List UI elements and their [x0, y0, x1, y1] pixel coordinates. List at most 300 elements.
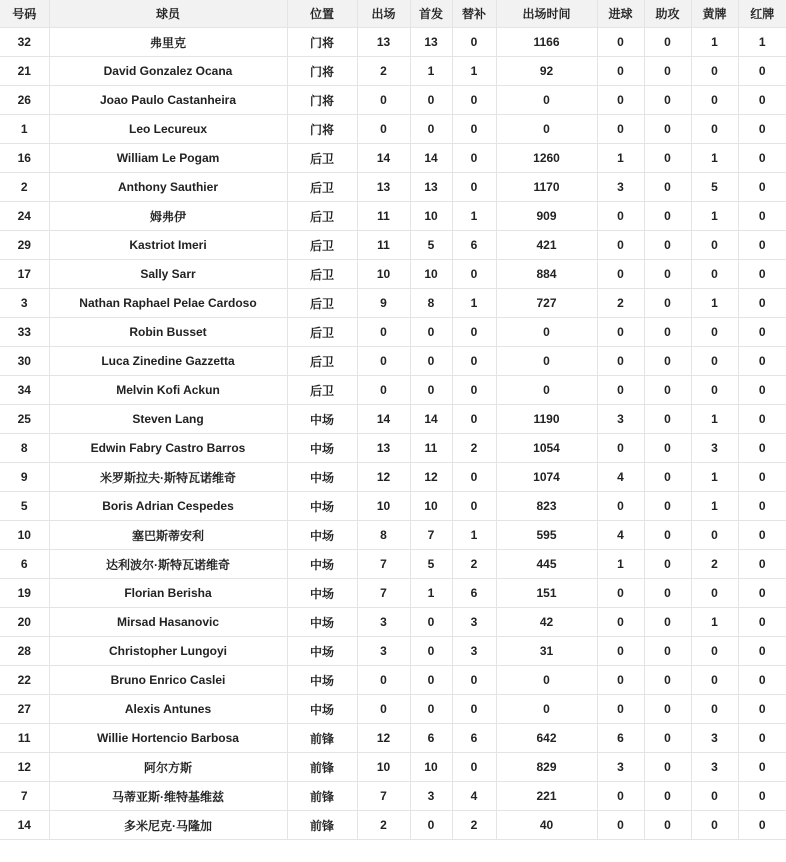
cell-appearances: 8: [357, 521, 410, 550]
cell-red-cards: 0: [738, 811, 786, 840]
cell-substitute: 1: [452, 57, 496, 86]
table-row: [0, 405, 786, 434]
cell-starts: 8: [410, 289, 452, 318]
cell-substitute: 0: [452, 144, 496, 173]
cell-red-cards: 0: [738, 86, 786, 115]
cell-yellow-cards: 0: [691, 782, 738, 811]
cell-number: 7: [0, 782, 49, 811]
cell-player: Sally Sarr: [49, 260, 287, 289]
cell-number: 17: [0, 260, 49, 289]
cell-position: 后卫: [287, 376, 357, 405]
table-row: [0, 666, 786, 695]
table-header: [0, 0, 786, 28]
column-header-starts: 首发: [410, 0, 452, 28]
cell-appearances: 7: [357, 579, 410, 608]
cell-red-cards: 0: [738, 463, 786, 492]
cell-appearances: 0: [357, 347, 410, 376]
cell-position: 中场: [287, 521, 357, 550]
table-row: [0, 608, 786, 637]
cell-goals: 0: [597, 666, 644, 695]
table-row: [0, 376, 786, 405]
cell-red-cards: 0: [738, 434, 786, 463]
cell-yellow-cards: 0: [691, 666, 738, 695]
cell-number: 16: [0, 144, 49, 173]
column-header-number: 号码: [0, 0, 49, 28]
cell-minutes: 0: [496, 666, 597, 695]
cell-substitute: 6: [452, 231, 496, 260]
cell-substitute: 6: [452, 724, 496, 753]
cell-substitute: 4: [452, 782, 496, 811]
cell-red-cards: 0: [738, 57, 786, 86]
cell-assists: 0: [644, 463, 691, 492]
cell-goals: 2: [597, 289, 644, 318]
cell-goals: 1: [597, 144, 644, 173]
cell-yellow-cards: 0: [691, 695, 738, 724]
cell-assists: 0: [644, 637, 691, 666]
cell-assists: 0: [644, 347, 691, 376]
cell-red-cards: 0: [738, 579, 786, 608]
cell-substitute: 1: [452, 521, 496, 550]
table-body: [0, 28, 786, 840]
cell-minutes: 92: [496, 57, 597, 86]
cell-minutes: 1166: [496, 28, 597, 57]
cell-assists: 0: [644, 289, 691, 318]
cell-starts: 0: [410, 347, 452, 376]
cell-minutes: 1190: [496, 405, 597, 434]
cell-position: 前锋: [287, 811, 357, 840]
cell-player: 塞巴斯蒂安利: [49, 521, 287, 550]
cell-player: Mirsad Hasanovic: [49, 608, 287, 637]
cell-assists: 0: [644, 405, 691, 434]
cell-assists: 0: [644, 550, 691, 579]
cell-red-cards: 0: [738, 289, 786, 318]
cell-number: 33: [0, 318, 49, 347]
cell-substitute: 3: [452, 608, 496, 637]
cell-appearances: 0: [357, 376, 410, 405]
cell-red-cards: 0: [738, 318, 786, 347]
table-row: [0, 231, 786, 260]
column-header-red-cards: 红牌: [738, 0, 786, 28]
cell-position: 中场: [287, 637, 357, 666]
cell-substitute: 0: [452, 28, 496, 57]
column-header-substitute: 替补: [452, 0, 496, 28]
cell-yellow-cards: 1: [691, 463, 738, 492]
cell-substitute: 0: [452, 666, 496, 695]
cell-goals: 0: [597, 608, 644, 637]
cell-starts: 13: [410, 28, 452, 57]
cell-assists: 0: [644, 666, 691, 695]
cell-goals: 1: [597, 550, 644, 579]
cell-red-cards: 0: [738, 637, 786, 666]
cell-position: 后卫: [287, 202, 357, 231]
cell-position: 前锋: [287, 724, 357, 753]
cell-appearances: 3: [357, 608, 410, 637]
cell-red-cards: 0: [738, 202, 786, 231]
cell-position: 后卫: [287, 144, 357, 173]
cell-position: 中场: [287, 405, 357, 434]
cell-substitute: 0: [452, 695, 496, 724]
cell-yellow-cards: 1: [691, 405, 738, 434]
cell-starts: 1: [410, 579, 452, 608]
cell-minutes: 909: [496, 202, 597, 231]
cell-substitute: 0: [452, 405, 496, 434]
table-row: [0, 289, 786, 318]
cell-position: 中场: [287, 463, 357, 492]
cell-player: Luca Zinedine Gazzetta: [49, 347, 287, 376]
cell-substitute: 3: [452, 637, 496, 666]
cell-assists: 0: [644, 579, 691, 608]
cell-minutes: 0: [496, 347, 597, 376]
table-row: [0, 724, 786, 753]
cell-goals: 0: [597, 782, 644, 811]
cell-red-cards: 0: [738, 492, 786, 521]
cell-player: Willie Hortencio Barbosa: [49, 724, 287, 753]
cell-substitute: 0: [452, 376, 496, 405]
cell-appearances: 14: [357, 405, 410, 434]
cell-red-cards: 0: [738, 782, 786, 811]
cell-appearances: 2: [357, 57, 410, 86]
cell-goals: 0: [597, 695, 644, 724]
cell-appearances: 12: [357, 724, 410, 753]
cell-appearances: 13: [357, 434, 410, 463]
cell-minutes: 1170: [496, 173, 597, 202]
cell-assists: 0: [644, 492, 691, 521]
cell-goals: 0: [597, 376, 644, 405]
cell-minutes: 0: [496, 376, 597, 405]
cell-starts: 0: [410, 695, 452, 724]
cell-minutes: 642: [496, 724, 597, 753]
table-row: [0, 173, 786, 202]
cell-goals: 3: [597, 405, 644, 434]
cell-position: 后卫: [287, 347, 357, 376]
cell-appearances: 14: [357, 144, 410, 173]
cell-player: Robin Busset: [49, 318, 287, 347]
cell-starts: 10: [410, 202, 452, 231]
cell-starts: 0: [410, 115, 452, 144]
cell-minutes: 221: [496, 782, 597, 811]
cell-appearances: 10: [357, 492, 410, 521]
cell-yellow-cards: 1: [691, 289, 738, 318]
cell-starts: 3: [410, 782, 452, 811]
table-row: [0, 550, 786, 579]
cell-starts: 13: [410, 173, 452, 202]
cell-position: 后卫: [287, 173, 357, 202]
cell-player: 多米尼克·马隆加: [49, 811, 287, 840]
cell-goals: 0: [597, 492, 644, 521]
table-row: [0, 811, 786, 840]
cell-position: 后卫: [287, 289, 357, 318]
cell-substitute: 6: [452, 579, 496, 608]
cell-assists: 0: [644, 57, 691, 86]
cell-red-cards: 0: [738, 115, 786, 144]
cell-assists: 0: [644, 231, 691, 260]
cell-red-cards: 0: [738, 521, 786, 550]
cell-red-cards: 0: [738, 173, 786, 202]
cell-red-cards: 1: [738, 28, 786, 57]
cell-red-cards: 0: [738, 666, 786, 695]
table-row: [0, 753, 786, 782]
column-header-player: 球员: [49, 0, 287, 28]
table-row: [0, 637, 786, 666]
cell-yellow-cards: 0: [691, 318, 738, 347]
cell-player: 马蒂亚斯·维特基维兹: [49, 782, 287, 811]
cell-yellow-cards: 1: [691, 202, 738, 231]
cell-number: 27: [0, 695, 49, 724]
cell-assists: 0: [644, 753, 691, 782]
cell-minutes: 884: [496, 260, 597, 289]
cell-player: Boris Adrian Cespedes: [49, 492, 287, 521]
cell-goals: 4: [597, 463, 644, 492]
cell-substitute: 0: [452, 753, 496, 782]
cell-minutes: 0: [496, 86, 597, 115]
cell-starts: 10: [410, 753, 452, 782]
cell-number: 24: [0, 202, 49, 231]
cell-player: 米罗斯拉夫·斯特瓦诺维奇: [49, 463, 287, 492]
cell-position: 后卫: [287, 231, 357, 260]
cell-number: 22: [0, 666, 49, 695]
cell-yellow-cards: 5: [691, 173, 738, 202]
cell-starts: 11: [410, 434, 452, 463]
cell-number: 20: [0, 608, 49, 637]
cell-yellow-cards: 0: [691, 347, 738, 376]
cell-starts: 7: [410, 521, 452, 550]
column-header-appearances: 出场: [357, 0, 410, 28]
cell-minutes: 727: [496, 289, 597, 318]
cell-red-cards: 0: [738, 231, 786, 260]
cell-number: 32: [0, 28, 49, 57]
cell-minutes: 595: [496, 521, 597, 550]
cell-minutes: 0: [496, 115, 597, 144]
cell-position: 中场: [287, 666, 357, 695]
cell-number: 14: [0, 811, 49, 840]
cell-position: 门将: [287, 86, 357, 115]
cell-substitute: 0: [452, 86, 496, 115]
column-header-position: 位置: [287, 0, 357, 28]
cell-substitute: 2: [452, 811, 496, 840]
column-header-minutes: 出场时间: [496, 0, 597, 28]
cell-number: 10: [0, 521, 49, 550]
cell-starts: 0: [410, 666, 452, 695]
cell-number: 26: [0, 86, 49, 115]
cell-appearances: 0: [357, 115, 410, 144]
cell-player: Melvin Kofi Ackun: [49, 376, 287, 405]
cell-minutes: 1074: [496, 463, 597, 492]
cell-minutes: 445: [496, 550, 597, 579]
cell-player: Joao Paulo Castanheira: [49, 86, 287, 115]
cell-yellow-cards: 0: [691, 376, 738, 405]
cell-player: Steven Lang: [49, 405, 287, 434]
cell-assists: 0: [644, 608, 691, 637]
table-row: [0, 28, 786, 57]
cell-assists: 0: [644, 318, 691, 347]
table-row: [0, 695, 786, 724]
cell-assists: 0: [644, 115, 691, 144]
cell-substitute: 0: [452, 173, 496, 202]
cell-appearances: 0: [357, 318, 410, 347]
cell-assists: 0: [644, 695, 691, 724]
cell-assists: 0: [644, 144, 691, 173]
cell-position: 门将: [287, 57, 357, 86]
cell-appearances: 2: [357, 811, 410, 840]
cell-position: 门将: [287, 115, 357, 144]
column-header-assists: 助攻: [644, 0, 691, 28]
cell-number: 34: [0, 376, 49, 405]
cell-number: 12: [0, 753, 49, 782]
cell-yellow-cards: 0: [691, 637, 738, 666]
cell-starts: 0: [410, 86, 452, 115]
cell-substitute: 2: [452, 434, 496, 463]
cell-assists: 0: [644, 782, 691, 811]
cell-starts: 0: [410, 376, 452, 405]
cell-appearances: 12: [357, 463, 410, 492]
cell-appearances: 10: [357, 260, 410, 289]
cell-red-cards: 0: [738, 260, 786, 289]
cell-minutes: 1054: [496, 434, 597, 463]
cell-goals: 4: [597, 521, 644, 550]
cell-player: Leo Lecureux: [49, 115, 287, 144]
cell-number: 28: [0, 637, 49, 666]
table-row: [0, 86, 786, 115]
table-row: [0, 318, 786, 347]
cell-number: 1: [0, 115, 49, 144]
cell-player: Kastriot Imeri: [49, 231, 287, 260]
cell-minutes: 40: [496, 811, 597, 840]
table-row: [0, 782, 786, 811]
cell-position: 后卫: [287, 260, 357, 289]
table-row: [0, 492, 786, 521]
cell-number: 3: [0, 289, 49, 318]
cell-substitute: 0: [452, 492, 496, 521]
cell-starts: 14: [410, 144, 452, 173]
cell-number: 19: [0, 579, 49, 608]
cell-number: 9: [0, 463, 49, 492]
cell-appearances: 13: [357, 173, 410, 202]
cell-starts: 6: [410, 724, 452, 753]
table-row: [0, 434, 786, 463]
cell-minutes: 42: [496, 608, 597, 637]
cell-position: 中场: [287, 695, 357, 724]
cell-player: 达利波尔·斯特瓦诺维奇: [49, 550, 287, 579]
column-header-goals: 进球: [597, 0, 644, 28]
cell-appearances: 7: [357, 782, 410, 811]
cell-starts: 10: [410, 492, 452, 521]
cell-red-cards: 0: [738, 376, 786, 405]
cell-starts: 12: [410, 463, 452, 492]
cell-yellow-cards: 2: [691, 550, 738, 579]
cell-minutes: 823: [496, 492, 597, 521]
cell-yellow-cards: 1: [691, 144, 738, 173]
cell-position: 中场: [287, 608, 357, 637]
table-row: [0, 347, 786, 376]
cell-assists: 0: [644, 260, 691, 289]
cell-substitute: 0: [452, 115, 496, 144]
cell-goals: 0: [597, 115, 644, 144]
cell-goals: 0: [597, 86, 644, 115]
cell-number: 6: [0, 550, 49, 579]
cell-player: William Le Pogam: [49, 144, 287, 173]
cell-assists: 0: [644, 811, 691, 840]
cell-red-cards: 0: [738, 347, 786, 376]
cell-yellow-cards: 0: [691, 811, 738, 840]
cell-minutes: 421: [496, 231, 597, 260]
table-row: [0, 260, 786, 289]
cell-starts: 14: [410, 405, 452, 434]
cell-substitute: 2: [452, 550, 496, 579]
cell-yellow-cards: 0: [691, 521, 738, 550]
cell-goals: 0: [597, 347, 644, 376]
cell-yellow-cards: 0: [691, 115, 738, 144]
cell-yellow-cards: 0: [691, 579, 738, 608]
cell-player: Anthony Sauthier: [49, 173, 287, 202]
cell-position: 后卫: [287, 318, 357, 347]
cell-player: David Gonzalez Ocana: [49, 57, 287, 86]
cell-substitute: 0: [452, 347, 496, 376]
cell-starts: 0: [410, 608, 452, 637]
cell-yellow-cards: 0: [691, 231, 738, 260]
cell-assists: 0: [644, 521, 691, 550]
cell-appearances: 13: [357, 28, 410, 57]
cell-red-cards: 0: [738, 724, 786, 753]
cell-assists: 0: [644, 28, 691, 57]
cell-player: Alexis Antunes: [49, 695, 287, 724]
cell-minutes: 0: [496, 695, 597, 724]
cell-number: 25: [0, 405, 49, 434]
cell-appearances: 9: [357, 289, 410, 318]
cell-goals: 0: [597, 231, 644, 260]
table-row: [0, 115, 786, 144]
cell-minutes: 0: [496, 318, 597, 347]
cell-goals: 0: [597, 318, 644, 347]
cell-appearances: 0: [357, 86, 410, 115]
cell-position: 门将: [287, 28, 357, 57]
cell-position: 中场: [287, 434, 357, 463]
cell-starts: 1: [410, 57, 452, 86]
cell-yellow-cards: 1: [691, 492, 738, 521]
cell-red-cards: 0: [738, 753, 786, 782]
table-row: [0, 521, 786, 550]
cell-assists: 0: [644, 724, 691, 753]
cell-number: 8: [0, 434, 49, 463]
cell-assists: 0: [644, 202, 691, 231]
cell-goals: 0: [597, 260, 644, 289]
cell-starts: 0: [410, 318, 452, 347]
cell-position: 中场: [287, 492, 357, 521]
cell-substitute: 0: [452, 318, 496, 347]
cell-goals: 0: [597, 434, 644, 463]
cell-appearances: 7: [357, 550, 410, 579]
cell-goals: 0: [597, 811, 644, 840]
cell-position: 中场: [287, 579, 357, 608]
column-header-yellow-cards: 黄牌: [691, 0, 738, 28]
cell-starts: 5: [410, 550, 452, 579]
cell-position: 中场: [287, 550, 357, 579]
cell-goals: 6: [597, 724, 644, 753]
cell-player: Nathan Raphael Pelae Cardoso: [49, 289, 287, 318]
cell-number: 2: [0, 173, 49, 202]
cell-number: 11: [0, 724, 49, 753]
cell-yellow-cards: 1: [691, 608, 738, 637]
cell-yellow-cards: 0: [691, 260, 738, 289]
cell-player: 姆弗伊: [49, 202, 287, 231]
cell-player: Bruno Enrico Caslei: [49, 666, 287, 695]
cell-red-cards: 0: [738, 405, 786, 434]
cell-appearances: 0: [357, 695, 410, 724]
table-row: [0, 57, 786, 86]
cell-red-cards: 0: [738, 608, 786, 637]
table-row: [0, 579, 786, 608]
cell-number: 29: [0, 231, 49, 260]
cell-yellow-cards: 3: [691, 724, 738, 753]
